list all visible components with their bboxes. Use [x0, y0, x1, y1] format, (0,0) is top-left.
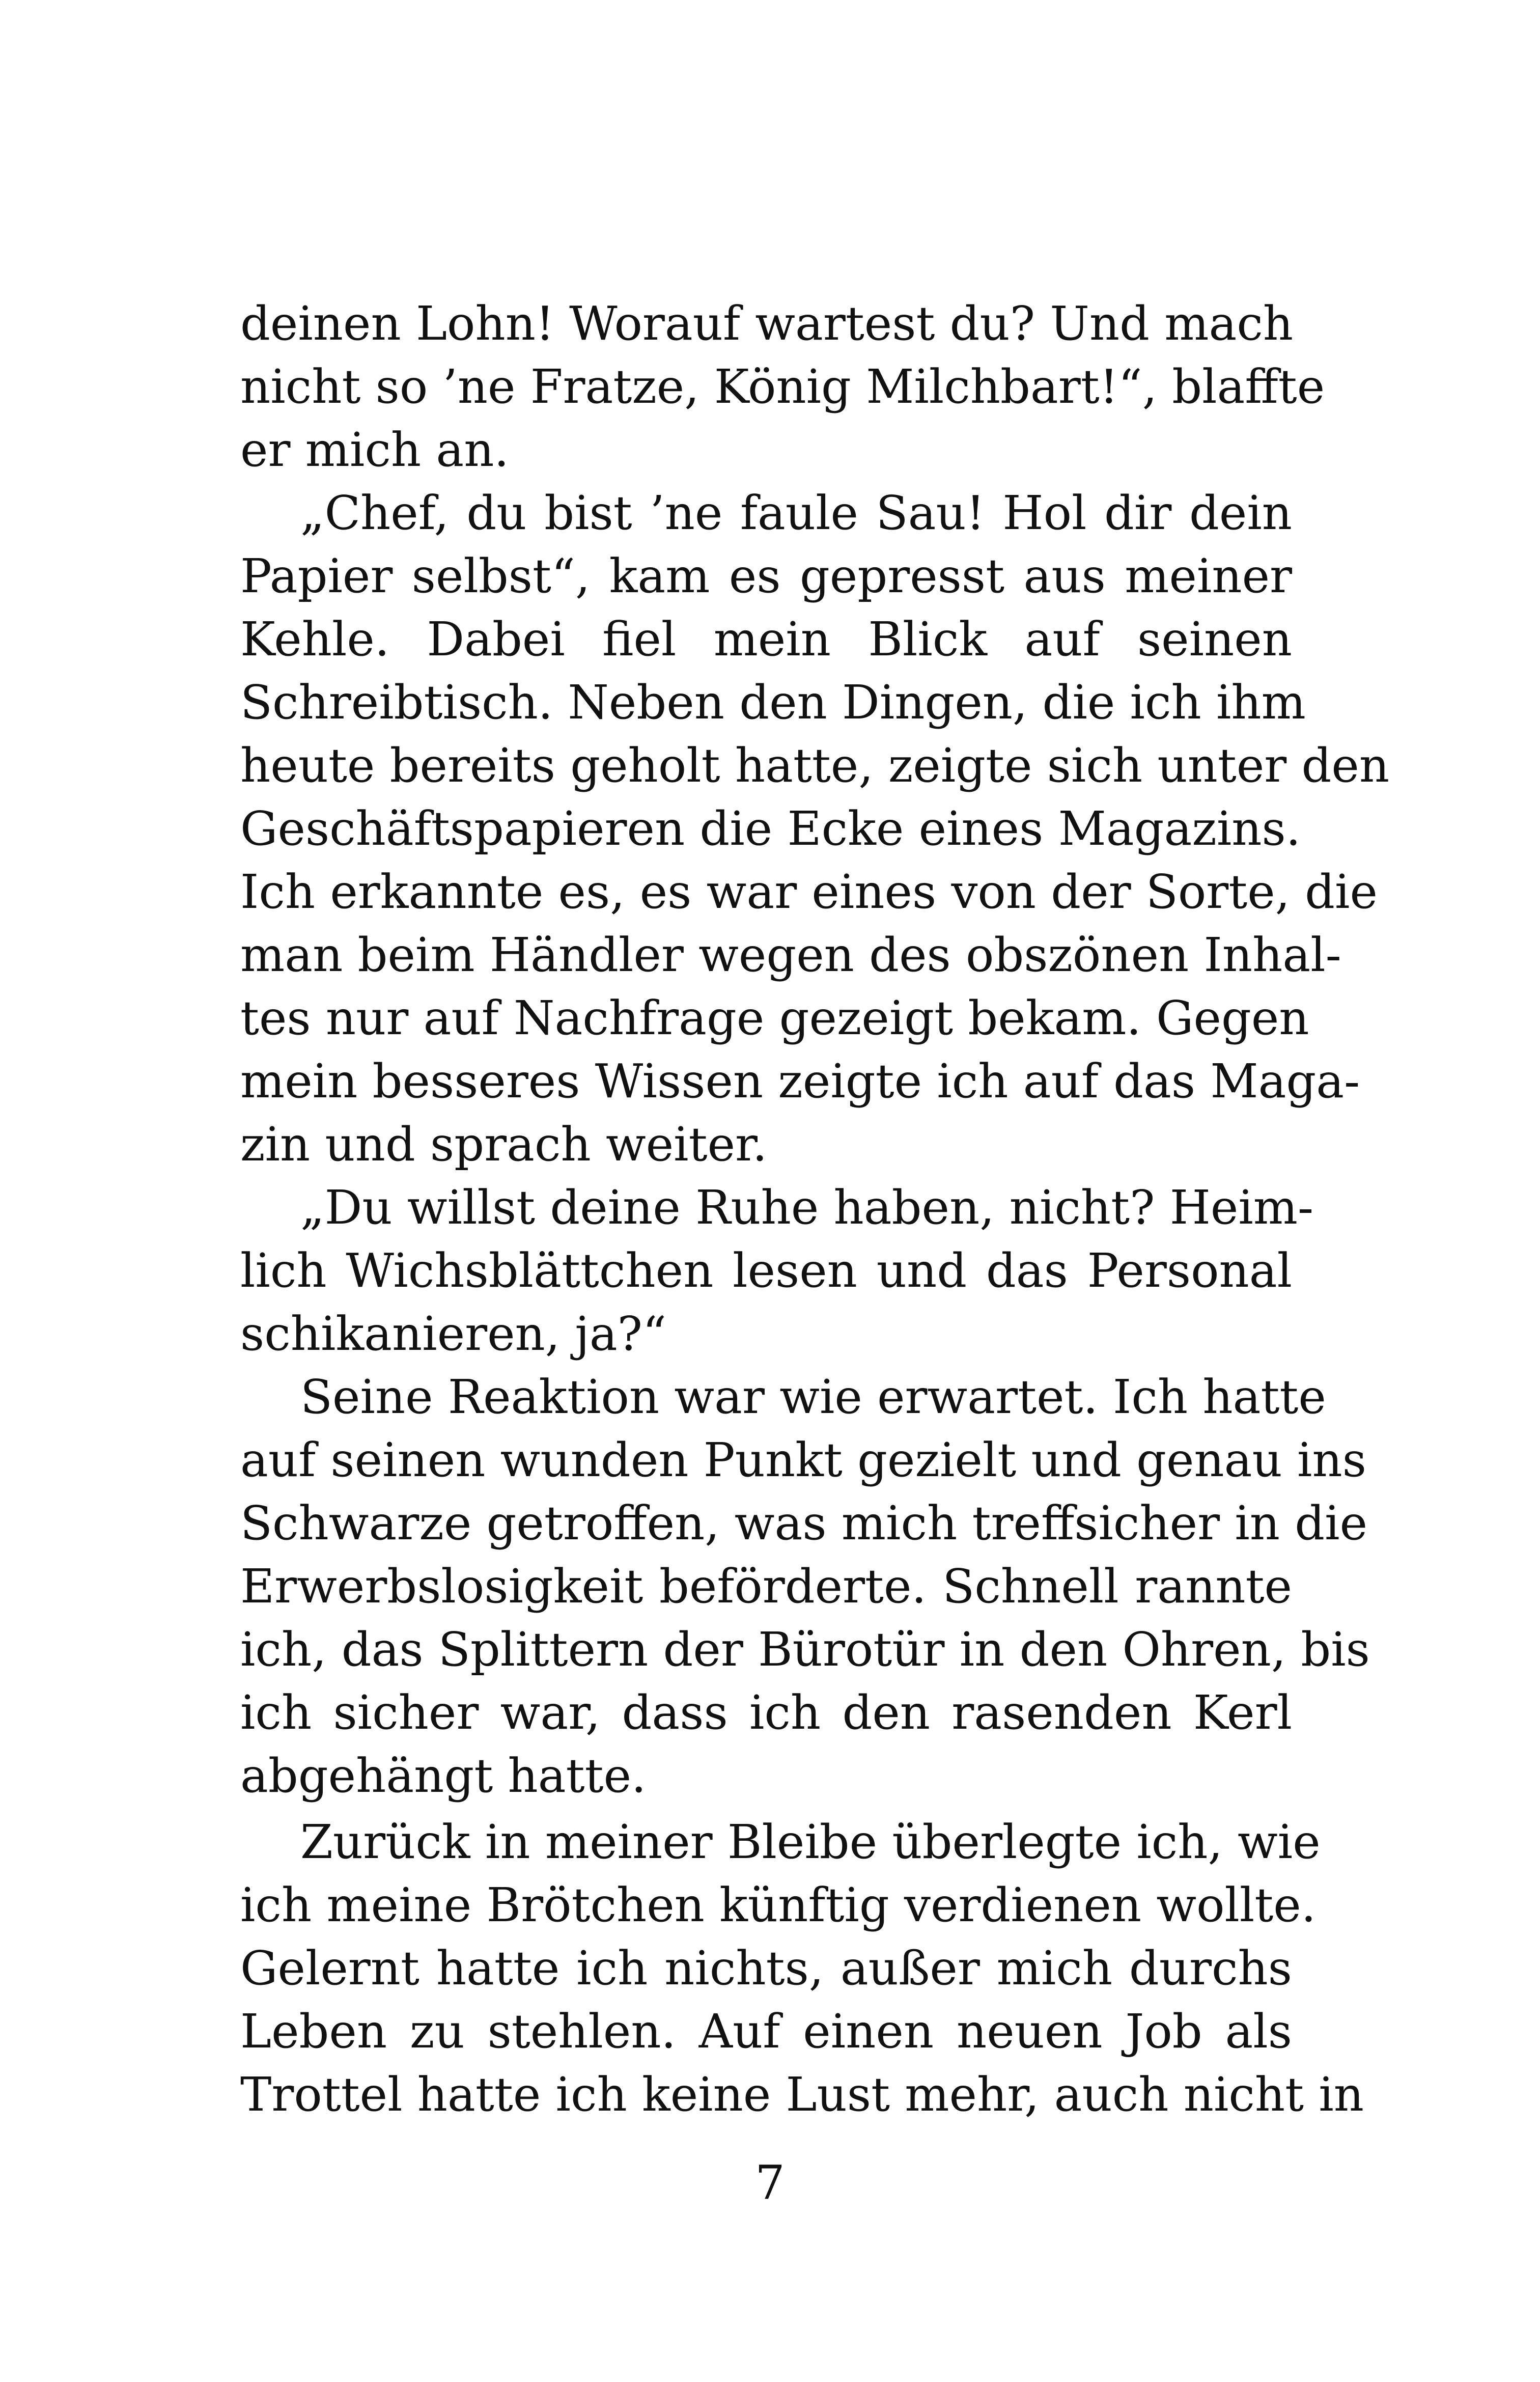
text-line: „Du willst deine Ruhe haben, nicht? Heim- [300, 1180, 1314, 1235]
text-line: ich meine Brötchen künftig verdienen wollte. [240, 1878, 1316, 1932]
body-text [240, 292, 1390, 2126]
text-line: „Chef, du bist ’ne faule Sau! Hol dir dein [300, 486, 1292, 540]
text-line: Ich erkannte es, es war eines von der Sorte, die [240, 865, 1378, 919]
text-line: lich Wichsblättchen lesen und das Personal [240, 1243, 1292, 1298]
text-line: Kehle. Dabei fiel mein Blick auf seinen [240, 612, 1292, 667]
text-line: schikanieren, ja?“ [240, 1307, 667, 1361]
text-line: heute bereits geholt hatte, zeigte sich unter den [240, 738, 1390, 793]
text-line: auf seinen wunden Punkt gezielt und genau ins [240, 1433, 1366, 1487]
text-line: Papier selbst“, kam es gepresst aus meiner [240, 549, 1292, 603]
text-line: mein besseres Wissen zeigte ich auf das Maga- [240, 1054, 1360, 1109]
text-line: Gelernt hatte ich nichts, außer mich durchs [240, 1941, 1292, 1996]
text-line: zin und sprach weiter. [240, 1117, 768, 1172]
text-line: Trottel hatte ich keine Lust mehr, auch nicht in [240, 2067, 1364, 2122]
text-line: Geschäftspapieren die Ecke eines Magazins. [240, 801, 1301, 856]
text-line: deinen Lohn! Worauf wartest du? Und mach [240, 296, 1294, 351]
text-line: ich sicher war, dass ich den rasenden Kerl [240, 1685, 1292, 1740]
text-line: er mich an. [240, 423, 509, 477]
text-line: tes nur auf Nachfrage gezeigt bekam. Gegen [240, 991, 1309, 1045]
text-line: Schwarze getroffen, was mich treffsicher in die [240, 1496, 1368, 1550]
text-line: man beim Händler wegen des obszönen Inhal- [240, 928, 1341, 982]
text-line: nicht so ’ne Fratze, König Milchbart!“, blaffte [240, 359, 1325, 414]
text-line: Zurück in meiner Bleibe überlegte ich, wie [300, 1815, 1321, 1869]
page-number: 7 [755, 2155, 785, 2210]
text-line: Erwerbslosigkeit beförderte. Schnell rannte [240, 1559, 1292, 1614]
text-line: abgehängt hatte. [240, 1749, 647, 1803]
text-line: ich, das Splittern der Bürotür in den Ohren, bis [240, 1622, 1370, 1677]
text-line: Seine Reaktion war wie erwartet. Ich hatte [300, 1370, 1326, 1424]
text-line: Leben zu stehlen. Auf einen neuen Job als [240, 2004, 1292, 2059]
text-line: Schreibtisch. Neben den Dingen, die ich ihm [240, 675, 1306, 730]
